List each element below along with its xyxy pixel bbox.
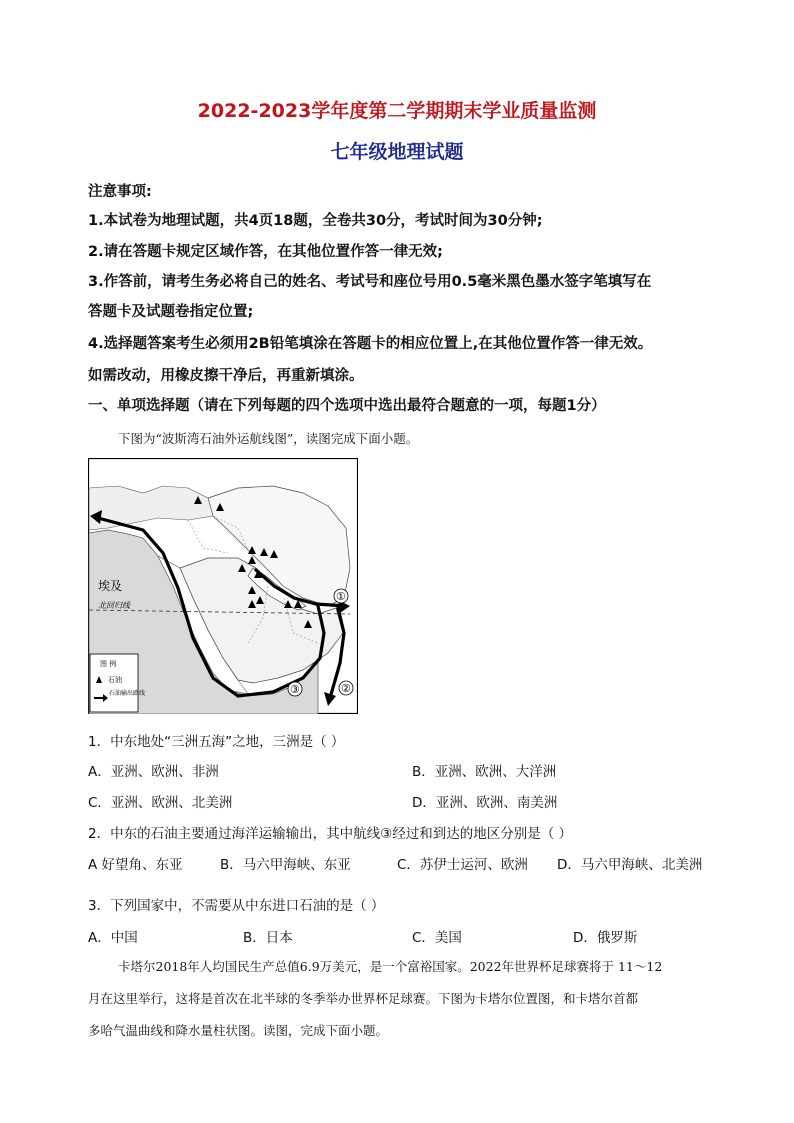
passage-line: 月在这里举行，这将是首次在北半球的冬季举办世界杯足球赛。下图为卡塔尔位置图，和卡塔尔首都 — [88, 991, 639, 1006]
legend-title: 图 例 — [100, 660, 117, 668]
note-line: 4.选择题答案考生必须用2B铅笔填涂在答题卡的相应位置上,在其他位置作答一律无效。 — [88, 336, 653, 352]
note-line: 2.请在答题卡规定区域作答，在其他位置作答一律无效; — [88, 244, 443, 260]
map-intro: 下图为“波斯湾石油外运航线图”，读图完成下面小题。 — [118, 431, 419, 446]
exam-subtitle: 七年级地理试题 — [330, 141, 464, 163]
exam-title: 2022-2023学年度第二学期期末学业质量监测 — [197, 100, 597, 122]
q3-option-c[interactable]: C．美国 — [412, 930, 462, 946]
question-2-stem: 2．中东的石油主要通过海洋运输输出，其中航线③经过和到达的地区分别是（ ） — [88, 826, 572, 842]
q3-option-a[interactable]: A．中国 — [88, 930, 138, 946]
note-line: 如需改动，用橡皮擦干净后，再重新填涂。 — [88, 368, 364, 384]
passage-line: 多哈气温曲线和降水量柱状图。读图，完成下面小题。 — [88, 1023, 389, 1038]
egypt-label: 埃及 — [98, 579, 123, 593]
note-line: 答题卡及试题卷指定位置; — [88, 304, 254, 320]
route-label-3: ③ — [290, 683, 300, 696]
q2-option-a[interactable]: A 好望角、东亚 — [88, 857, 183, 873]
question-3-stem: 3．下列国家中，不需要从中东进口石油的是（ ） — [88, 898, 385, 914]
q2-option-d[interactable]: D．马六甲海峡、北美洲 — [557, 857, 703, 873]
legend-oil-label: 石油 — [108, 676, 122, 684]
note-line: 3.作答前，请考生务必将自己的姓名、考试号和座位号用0.5毫米黑色墨水签字笔填写在 — [88, 274, 652, 290]
question-1-stem: 1．中东地处“三洲五海”之地，三洲是（ ） — [88, 734, 345, 750]
q2-option-b[interactable]: B．马六甲海峡、东亚 — [220, 857, 351, 873]
q1-option-d[interactable]: D．亚洲、欧洲、南美洲 — [412, 795, 558, 811]
notes-heading: 注意事项: — [88, 184, 152, 200]
route-label-2: ② — [341, 682, 351, 695]
section-heading: 一、单项选择题（请在下列每题的四个选项中选出最符合题意的一项，每题1分） — [88, 398, 606, 414]
persian-gulf-oil-route-map — [88, 458, 358, 714]
q3-option-d[interactable]: D．俄罗斯 — [573, 930, 638, 946]
q3-option-b[interactable]: B．日本 — [243, 930, 293, 946]
q2-option-c[interactable]: C．苏伊士运河、欧洲 — [397, 857, 528, 873]
legend-route-label: 石油输出路线 — [109, 690, 146, 697]
q1-option-a[interactable]: A．亚洲、欧洲、非洲 — [88, 764, 219, 780]
passage-line: 卡塔尔2018年人均国民生产总值6.9万美元，是一个富裕国家。2022年世界杯足球赛将于 11～12 — [118, 959, 663, 974]
tropic-label: 北回归线 — [98, 601, 130, 610]
q1-option-b[interactable]: B．亚洲、欧洲、大洋洲 — [412, 764, 557, 780]
note-line: 1.本试卷为地理试题，共4页18题，全卷共30分，考试时间为30分钟; — [88, 213, 543, 229]
q1-option-c[interactable]: C．亚洲、欧洲、北美洲 — [88, 795, 233, 811]
route-label-1: ① — [336, 590, 346, 603]
